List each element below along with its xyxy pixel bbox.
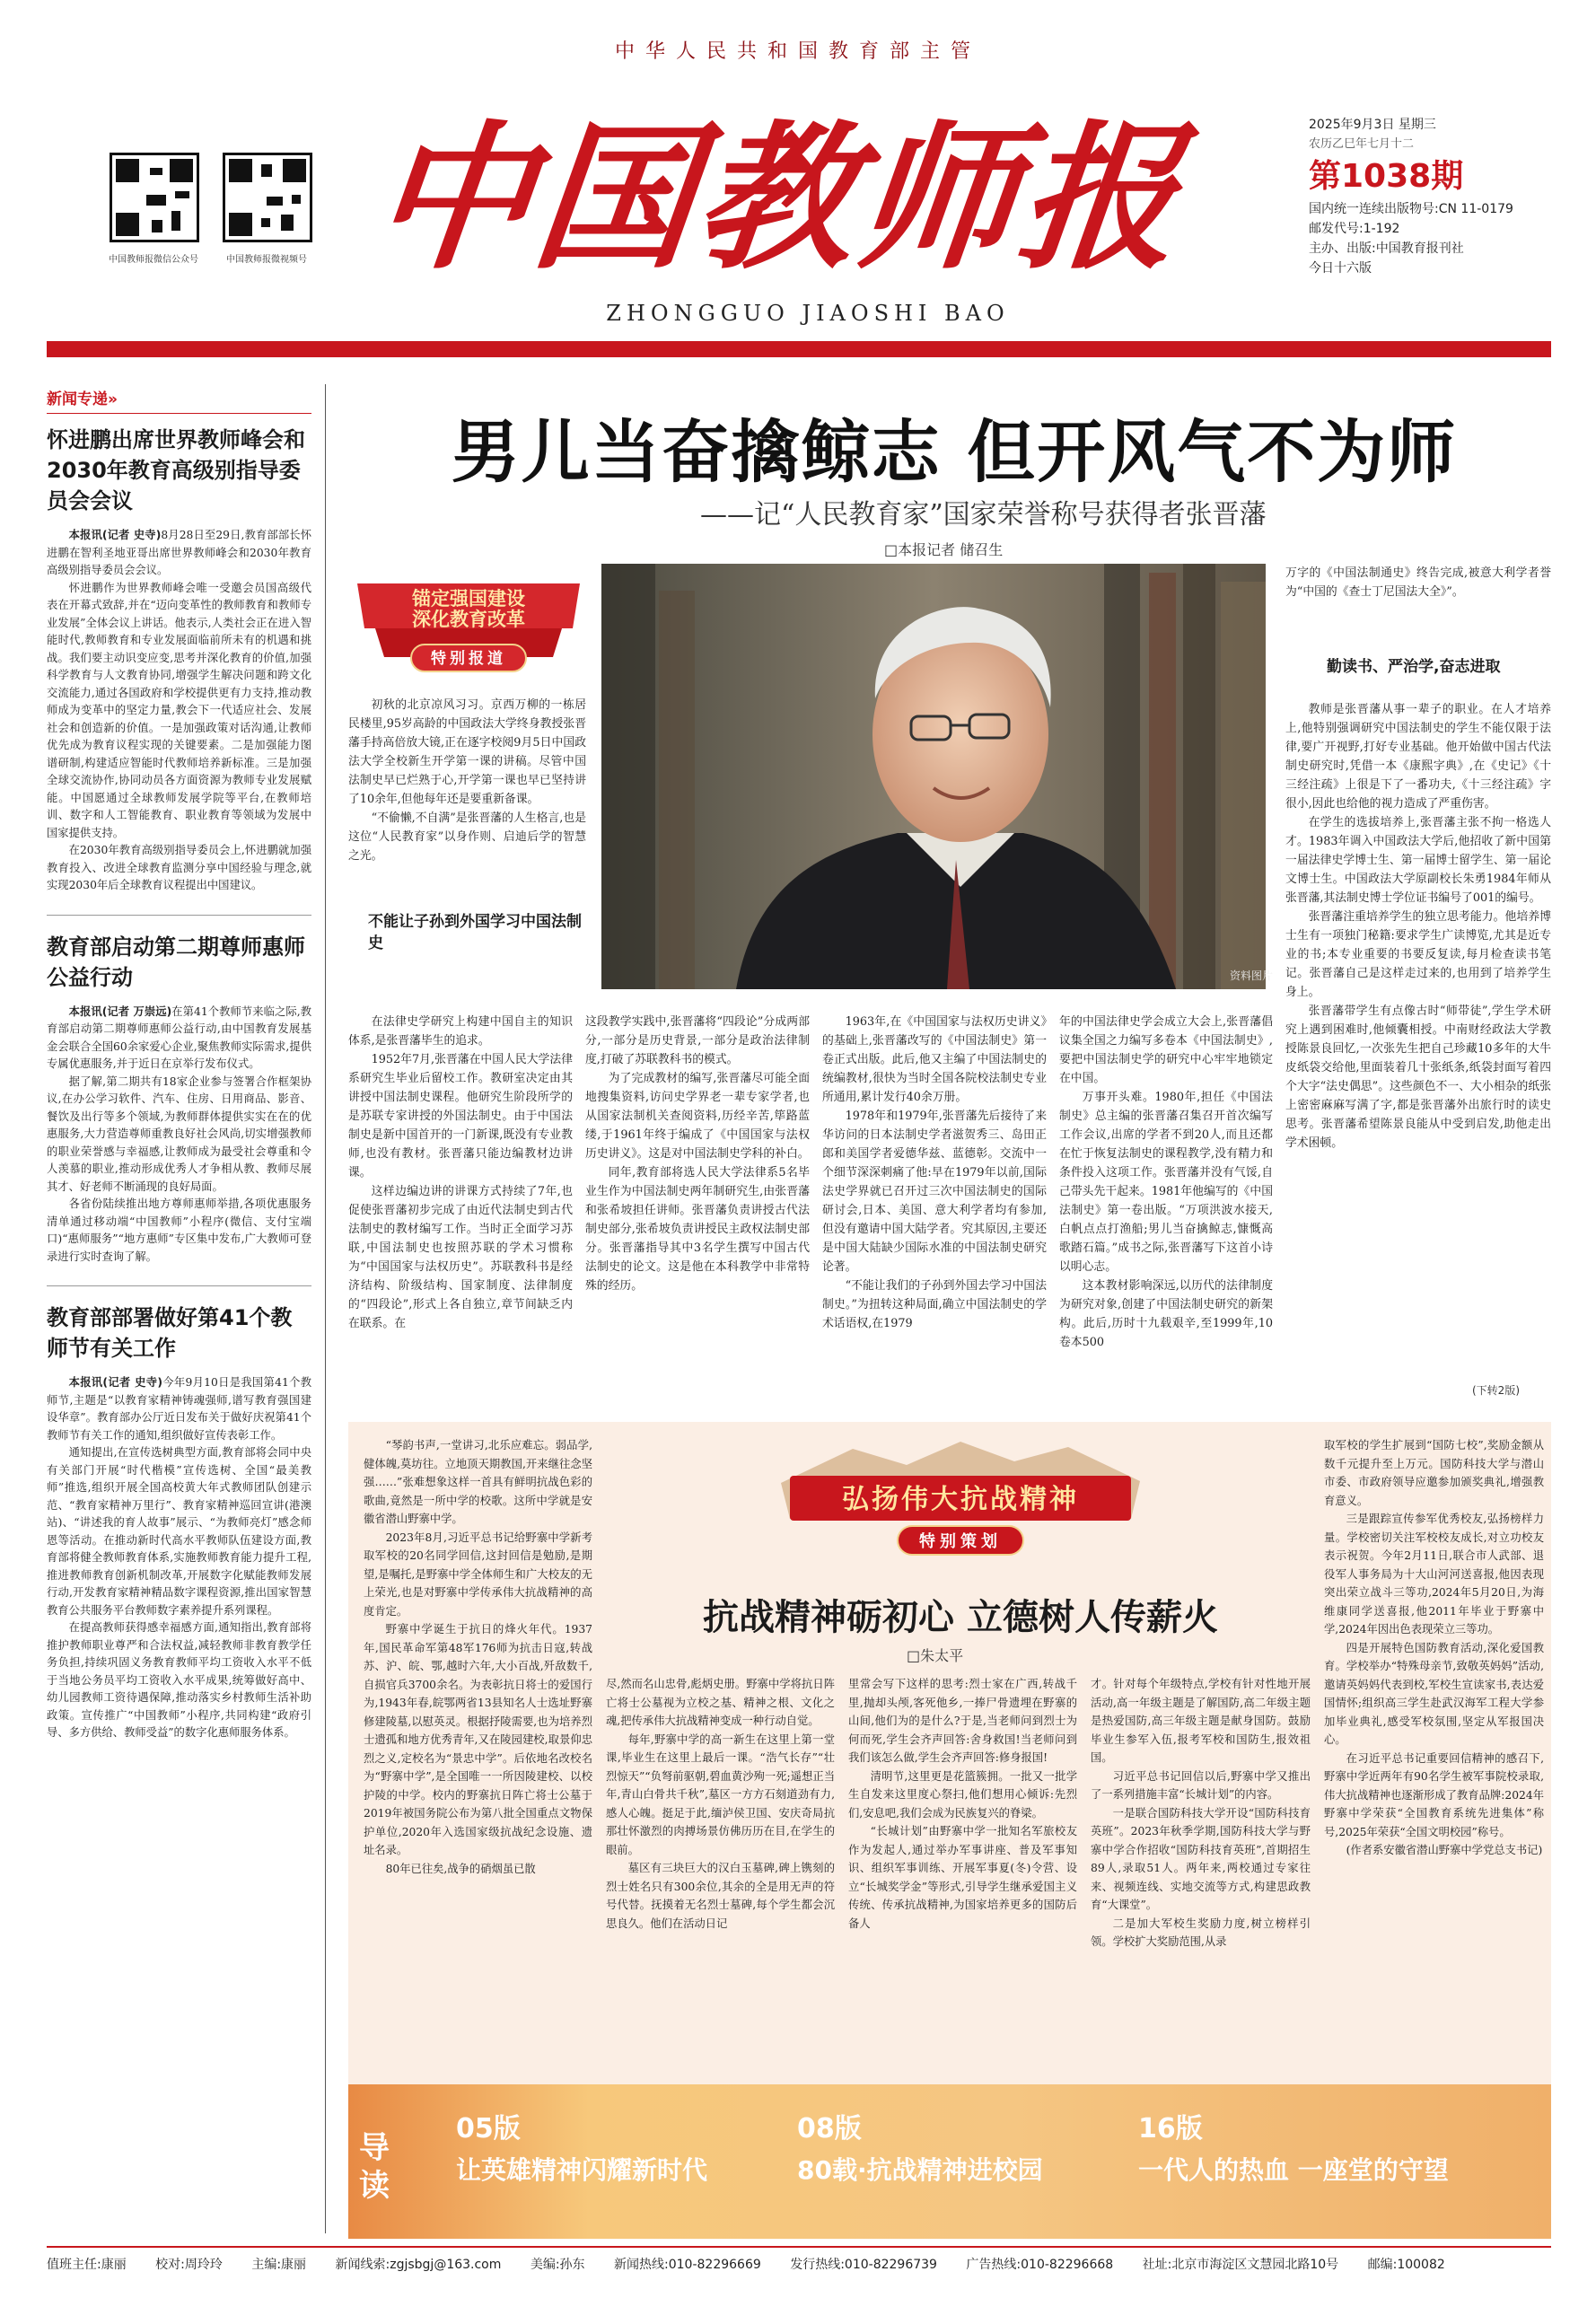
footer-item: 邮编:100082 bbox=[1367, 2258, 1445, 2272]
guide-page: 08版 bbox=[797, 2113, 862, 2145]
feature-tag-sub: 特别策划 bbox=[919, 1532, 1002, 1551]
article-paragraph: 这本教材影响深远,以历代的法律制度为研究对象,创建了中国法制史研究的新架构。此后,历时十九载艰辛,至1999年,10卷本500 bbox=[1059, 1279, 1273, 1349]
feature-paragraph: 80年已往矣,战争的硝烟虽已散 bbox=[385, 1862, 536, 1875]
footer-item: 广告热线:010-82296668 bbox=[966, 2258, 1114, 2272]
qr-code-wechat bbox=[110, 153, 199, 242]
main-byline: □本报记者 储召生 bbox=[884, 541, 1004, 558]
issue-date: 2025年9月3日 星期三 bbox=[1309, 118, 1436, 132]
guide-item[interactable] bbox=[456, 2106, 707, 2187]
guide-label: 导读 bbox=[359, 2130, 390, 2204]
news-paragraph: 通知提出,在宣传选树典型方面,教育部将会同中央有关部门开展“时代楷模”宣传选树、全国“最美教师”推选,组织开展全国高校黄大年式教师团队创建示范、“教育家精神万里行”、教育家精神巡回宣讲(港澳站)、“讲述我的育人故事”展示、“为教师亮灯”感念师恩等活动。在推动新时代高水平教师队伍建设方面,教育部将健全教师教育体系,实施教师教育能力提升工程,推进教师教育创新机制改革,开展数字化赋能教师发展行动,开发教育家精神精品数字课程资源,推出国家智慧教育公共服务平台教师数字素养提升系列课程。 bbox=[47, 1446, 311, 1617]
news-item bbox=[47, 1302, 311, 1742]
news-paragraph: 在提高教师获得感幸福感方面,通知指出,教育部将推护教师职业尊严和合法权益,减轻教师非教育教学任务负担,持续巩固义务教育教师平均工资收入水平不低于当地公务员平均工资收入水平成果,统筹做好高中、幼儿园教师工资待遇保障,推动落实乡村教师生活补助政策。宣传推广“中国教师”小程序,共同构建“政府引导、多方供给、教师受益”的数字化惠师服务体系。 bbox=[47, 1621, 311, 1739]
footer-item: 发行热线:010-82296739 bbox=[790, 2258, 937, 2272]
article-paragraph: “不偷懒,不自满”是张晋藩的人生格言,也是这位“人民教育家”以身作则、启迪后学的智慧之光。 bbox=[348, 811, 586, 863]
footer bbox=[47, 2246, 1551, 2282]
article-column bbox=[1059, 1013, 1273, 1403]
badge-line1: 锚定强国建设 bbox=[412, 588, 525, 610]
feature-tag bbox=[772, 1429, 1149, 1564]
article-paragraph: 张晋藩带学生有点像古时“师带徒”,学生学术研究上遇到困难时,他倾囊相授。中南财经政法大学教授陈景良回忆,一次张先生把自己珍藏10多年的大牛皮纸袋交给他,里面装着几十张纸条,纸袋封面写着四个大字“法史偶思”。这些颜色不一、大小相杂的纸张上密密麻麻写满了字,都是张晋藩外出旅行时的读史思考。张晋藩希望陈景良能从中受到启发,助他走出学术困顿。 bbox=[1285, 1004, 1551, 1150]
guide-banner bbox=[348, 2084, 1551, 2239]
news-paragraph: 今年9月10日是我国第41个教师节,主题是“以教育家精神铸魂强师,谱写教育强国建设华章”。教育部办公厅近日发布关于做好庆祝第41个教师节有关工作的通知,组织做好宣传表彰工作。 bbox=[47, 1376, 311, 1442]
feature-paragraph: 墓区有三块巨大的汉白玉墓碑,碑上镌刻的烈士姓名只有300余位,其余的全是用无声的符号代替。抚摸着无名烈士墓碑,每个学生都会沉思良久。他们在活动日记 bbox=[606, 1862, 835, 1930]
news-brief-column bbox=[47, 386, 311, 2231]
article-paragraph: 年的中国法律史学会成立大会上,张晋藩倡议集全国之力编写多卷本《中国法制史》,要把中国法制史学的研究中心牢牢地锁定在中国。 bbox=[1059, 1015, 1273, 1085]
footer-item: 主编:康丽 bbox=[251, 2258, 307, 2272]
article-paragraph: 1963年,在《中国国家与法权历史讲义》的基础上,张晋藩改写的《中国法制史》第一卷正式出版。此后,他又主编了中国法制史的统编教材,很快为当时全国各院校法制史专业所通用,累计发行40余万册。 bbox=[822, 1015, 1047, 1104]
guide-title: 一代人的热血 一座堂的守望 bbox=[1138, 2155, 1449, 2185]
footer-item: 校对:周玲玲 bbox=[155, 2258, 223, 2272]
footer-item: 美编:孙东 bbox=[530, 2258, 585, 2272]
feature-paragraph: 四是开展特色国防教育活动,深化爱国教育。学校举办“特殊母亲节,致敬英妈妈”活动,邀请英妈妈代表到校,军校生宣读家书,表达爱国情怀;组织高三学生赴武汉海军工程大学参加毕业典礼,感受军校氛围,坚定从军报国决心。 bbox=[1324, 1641, 1544, 1746]
news-title[interactable]: 教育部部署做好第41个教师节有关工作 bbox=[47, 1305, 293, 1361]
masthead-rule bbox=[47, 341, 1551, 357]
qr-label: 中国教师报微信公众号 bbox=[109, 255, 198, 265]
feature-paragraph: 2023年8月,习近平总书记给野寨中学新考取军校的20名同学回信,这封回信是勉励,是期望,是嘱托,是野寨中学全体师生和广大校友的无上荣光,也是对野寨中学传承伟大抗战精神的高度肯定。 bbox=[364, 1531, 592, 1618]
article-paragraph: 同年,教育部将选人民大学法律系5名毕业生作为中国法制史两年制研究生,由张晋藩和张希坡担任讲师。张晋藩负责讲授古代法制史部分,张希坡负责讲授民主政权法制史部分。张晋藩指导其中3名学生撰写中国古代法制史的论文。这是他在本科教学中非常特殊的经历。 bbox=[585, 1166, 810, 1293]
guide-title: 80载·抗战精神进校园 bbox=[797, 2155, 1043, 2185]
section-label: 新闻专递» bbox=[47, 386, 311, 414]
masthead-logo bbox=[364, 83, 1192, 298]
feature-paragraph: 尽,然而名山忠骨,彪炳史册。野寨中学将抗日阵亡将士公墓视为立校之基、精神之根、文化之魂,把传承伟大抗战精神变成一种行动自觉。 bbox=[606, 1678, 835, 1727]
article-paragraph: 1978年和1979年,张晋藩先后接待了来华访问的日本法制史学者滋贺秀三、岛田正郎和美国学者爱德华兹、蓝德彰。交流中一个细节深深刺痛了他:早在1979年以前,国际法史学界就已召开过三次中国法制史的国际研讨会,日本、美国、意大利学者均有参加,但没有邀请中国大陆学者。究其原因,主要还是中国大陆缺少国际水准的中国法制史研究论著。 bbox=[822, 1110, 1047, 1274]
news-item bbox=[47, 425, 311, 895]
news-byline: 本报讯(记者 史寺) bbox=[68, 1376, 162, 1389]
feature-column bbox=[1324, 1436, 1544, 2074]
news-byline: 本报讯(记者 史寺) bbox=[68, 529, 162, 541]
article-column bbox=[1285, 564, 1551, 645]
masthead-pinyin: ZHONGGUO JIAOSHI BAO bbox=[606, 301, 1010, 326]
feature-paragraph: “琴韵书声,一堂讲习,北乐应难忘。弱品学,健体魄,莫坊往。立地顶天期教国,开来继往念坚强……”张难想象这样一首具有鲜明抗战色彩的歌曲,竟然是一所中学的校歌。这所中学就是安徽省潜山野寨中学。 bbox=[364, 1439, 592, 1525]
masthead-text: 中国教师报 bbox=[364, 104, 1192, 291]
feature-paragraph: (作者系安徽省潜山野寨中学党总支书记) bbox=[1346, 1844, 1543, 1856]
footer-item: 社址:北京市海淀区文慧园北路10号 bbox=[1142, 2258, 1339, 2272]
article-paragraph: 1952年7月,张晋藩在中国人民大学法律系研究生毕业后留校工作。教研室决定由其讲授中国法制史课程。他研究生阶段所学的是苏联专家讲授的外国法制史。由于中国法制史是新中国首开的一门新课,既没有专业教师,也没有教材。张晋藩只能边编教材边讲课。 bbox=[348, 1053, 573, 1180]
article-paragraph: 初秋的北京凉风习习。京西万柳的一栋居民楼里,95岁高龄的中国政法大学终身教授张晋藩手持高倍放大镜,正在逐字校阅9月5日中国政法大学全校新生开学第一课的讲稿。尽管中国法制史早已烂熟于心,开学第一课也早已坚持讲了10余年,但他每年还是要重新备课。 bbox=[348, 698, 586, 806]
supervisor-line: 中华人民共和国教育部主管 bbox=[614, 40, 981, 63]
badge-line2: 深化教育改革 bbox=[412, 609, 525, 630]
article-paragraph: 为了完成教材的编写,张晋藩尽可能全面地搜集资料,访问史学界老一辈专家学者,也从国家法制机关查阅资料,历经辛苦,筚路蓝缕,于1961年终于编成了《中国国家与法权历史讲义》。这是对中国法制史学科的补白。 bbox=[585, 1072, 810, 1161]
news-title[interactable]: 教育部启动第二期尊师惠师公益行动 bbox=[47, 934, 305, 990]
footer-item: 新闻线索:zgjsbgj@163.com bbox=[335, 2258, 502, 2272]
article-column bbox=[1285, 700, 1551, 1378]
continue-note: (下转2版) bbox=[1472, 1384, 1520, 1397]
article-paragraph: 这样边编边讲的讲课方式持续了7年,也促使张晋藩初步完成了由近代法制史到古代法制史的教材编写工作。当时正全面学习苏联,中国法制史也按照苏联的学术习惯称为“中国国家与法权历史”。苏联教科书是经济结构、阶级结构、国家制度、法律制度的“四段论”,形式上各自独立,章节间缺乏内在联系。在 bbox=[348, 1185, 573, 1330]
news-title[interactable]: 怀进鹏出席世界教师峰会和2030年教育高级别指导委员会会议 bbox=[47, 427, 305, 513]
article-paragraph: 在学生的选拔培养上,张晋藩主张不拘一格选人才。1983年调入中国政法大学后,他招收了新中国第一届法律史学博士生、第一届博士留学生、第一届论文博士生。中国政法大学原副校长朱勇1984年师从张晋藩,其法制史博士学位证书编号了001的编号。 bbox=[1285, 816, 1551, 905]
guide-title: 让英雄精神闪耀新时代 bbox=[456, 2155, 708, 2185]
feature-paragraph: 野寨中学诞生于抗日的烽火年代。1937年,国民革命军第48军176师为抗击日寇,转战苏、沪、皖、鄂,越时六年,大小百战,歼敌数千,自损官兵3700余名。为表彰抗日将士的爱国行为,1943年春,皖鄂两省13县知名人士选址野寨修建陵墓,以慰英灵。根据抒陵需要,也为培养烈士遗孤和地方优秀青年,又在陵园建校,取景仰忠烈之义,定校名为“景忠中学”。后依地名改校名为“野寨中学”,是全国唯一一所因陵建校、以校护陵的中学。校内的野寨抗日阵亡将士公墓于2019年被国务院公布为第八批全国重点文物保护单位,2020年入选国家级抗战纪念设施、遗址名录。 bbox=[364, 1623, 592, 1856]
article-paragraph: “不能让我们的子孙到外国去学习中国法制史。”为扭转这种局面,确立中国法制史的学术话语权,在1979 bbox=[822, 1279, 1047, 1330]
news-paragraph: 各省份陆续推出地方尊师惠师举措,各项优惠服务清单通过移动端“中国教师”小程序(微信、支付宝端口)“惠师服务”“地方惠师”专区集中发布,广大教师可登录进行实时查询了解。 bbox=[47, 1197, 311, 1263]
footer-item: 新闻热线:010-82296669 bbox=[614, 2258, 761, 2272]
article-paragraph: 在法律史学研究上构建中国自主的知识体系,是张晋藩毕生的追求。 bbox=[348, 1015, 573, 1048]
main-subhead: ——记“人民教育家”国家荣誉称号获得者张晋藩 bbox=[700, 499, 1267, 531]
feature-paragraph: 里常会写下这样的思考:烈士家在广西,转战千里,抛却头颅,客死他乡,一捧尸骨遗埋在野寨的山间,他们为的是什么?于是,当老师问到烈士为何而死,学生会齐声回答:舍身救国!当老师问到我们该怎么做,学生会齐声回答:修身报国! bbox=[848, 1678, 1077, 1764]
badge-line3: 特别报道 bbox=[431, 650, 506, 668]
feature-paragraph: 清明节,这里更是花篮簇拥。一批又一批学生自发来这里度心祭扫,他们想用心倾诉:先烈们,安息吧,我们会成为民族复兴的脊梁。 bbox=[848, 1769, 1077, 1820]
feature-paragraph: 才。针对每个年级特点,学校有针对性地开展活动,高一年级主题是了解国防,高二年级主题是热爱国防,高三年级主题是献身国防。鼓励毕业生参军入伍,报考军校和国防生,报效祖国。 bbox=[1091, 1678, 1311, 1764]
article-column bbox=[348, 696, 586, 902]
article-column bbox=[822, 1013, 1047, 1403]
guide-page: 05版 bbox=[456, 2113, 521, 2145]
news-byline: 本报讯(记者 万崇远) bbox=[68, 1004, 172, 1018]
issue-lunar: 农历乙巳年七月十二 bbox=[1309, 137, 1415, 151]
special-report-badge bbox=[348, 576, 589, 677]
news-paragraph: 在第41个教师节来临之际,教育部启动第二期尊师惠师公益行动,由中国教育发展基金会联合全国60余家爱心企业,聚焦教师实际需求,提供专属优惠服务,并于近日在京举行发布仪式。 bbox=[47, 1004, 311, 1070]
qr-label: 中国教师报微视频号 bbox=[226, 255, 307, 265]
feature-paragraph: “长城计划”由野寨中学一批知名军旅校友作为发起人,通过举办军事讲座、普及军事知识、组织军事训练、开展军事夏(冬)令营、设立“长城奖学金”等形式,引导学生继承爱国主义传统、传承抗战精神,为国家培养更多的国防后备人 bbox=[848, 1825, 1077, 1930]
feature-paragraph: 习近平总书记回信以后,野寨中学又推出了一系列措施丰富“长城计划”的内容。 bbox=[1091, 1769, 1311, 1801]
issue-info bbox=[1309, 115, 1578, 278]
feature-column bbox=[848, 1675, 1077, 2075]
feature-paragraph: 每年,野寨中学的高一新生在这里上第一堂课,毕业生在这里上最后一课。“浩气长存”“壮烈惊天”“负弩前驱朝,碧血黄沙殉一死;遥想正当年,青山白骨共千秋”,墓区一方方石刻道劲有力,感人心魄。挺足于此,缅泸侯卫国、安庆奇局抗那壮怀激烈的肉搏场景仿佛历历在目,在学生的眼前。 bbox=[606, 1732, 835, 1856]
feature-paragraph: 取军校的学生扩展到“国防七校”,奖励金额从数千元提升至上万元。国防科技大学与潜山市委、市政府领导应邀参加颁奖典礼,增强教育意义。 bbox=[1324, 1439, 1544, 1507]
feature-column bbox=[1091, 1675, 1311, 2075]
guide-page: 16版 bbox=[1138, 2113, 1203, 2145]
news-paragraph: 在2030年教育高级别指导委员会上,怀进鹏就加强教育投入、改进全球教育监测分享中国经验与理念,就实现2030年后全球教育议程提出中国建议。 bbox=[47, 844, 311, 891]
news-paragraph: 怀进鹏作为世界教师峰会唯一受邀会员国高级代表在开幕式致辞,并在“迈向变革性的教师教育和教师专业发展”全体会议上讲话。他表示,人类社会正在进入智能时代,教师教育和专业发展面临前所未有的机遇和挑战。我们要主动识变应变,思考并深化教育的价值,加强科学教育与人文教育协同,增强学生解决问题和跨文化交流能力,通过各国政府和学校提供更有力支持,推动教师成为变革中的坚定力量,教会下一代适应社会、发展社会和创造新的价值。一是加强政策对话沟通,让教师优先成为教育议程实现的关键要素。二是加强能力图谱研制,构建适应智能时代教师培养新标准。三是加强全球交流协作,协同动员各方面资源为教师专业发展赋能。中国愿通过全球教师发展学院等平台,在教师培训、数字和人工智能教育、职业教育等领域为发展中国家提供支持。 bbox=[47, 581, 311, 839]
issue-cn: 国内统一连续出版物号:CN 11-0179 bbox=[1309, 202, 1513, 216]
column-divider bbox=[325, 384, 326, 2233]
feature-byline: □朱太平 bbox=[907, 1647, 964, 1664]
guide-item[interactable] bbox=[797, 2106, 1043, 2187]
issue-postal: 邮发代号:1-192 bbox=[1309, 222, 1400, 236]
footer-item: 值班主任:康丽 bbox=[47, 2258, 127, 2272]
article-column bbox=[585, 1013, 810, 1403]
feature-paragraph: 二是加大军校生奖励力度,树立榜样引领。学校扩大奖励范围,从录 bbox=[1091, 1916, 1311, 1948]
qr-code-video bbox=[223, 153, 312, 242]
feature-tag-main: 弘扬伟大抗战精神 bbox=[842, 1484, 1079, 1515]
article-paragraph: 教师是张晋藩从事一辈子的职业。在人才培养上,他特别强调研究中国法制史的学生不能仅限于法律,要广开视野,打好专业基础。他开始做中国古代法制史研究时,凭借一本《康熙字典》,在《史记》《十三经注疏》上很是下了一番功夫,《十三经注疏》字很小,因此也给他的视力造成了严重伤害。 bbox=[1285, 703, 1551, 811]
news-paragraph: 8月28日至29日,教育部部长怀进鹏在智利圣地亚哥出席世界教师峰会和2030年教育高级别指导委员会会议。 bbox=[47, 529, 311, 576]
article-paragraph: 万字的《中国法制通史》终告完成,被意大利学者誉为“中国的《查士丁尼国法大全》”。 bbox=[1285, 566, 1551, 599]
news-paragraph: 据了解,第二期共有18家企业参与签署合作框架协议,在办公学习软件、汽车、住房、日用商品、影音、餐饮及出行等多个领域,为教师群体提供实实在在的优惠服务,大力营造尊师重教良好社会风尚,切实增强教师的职业荣誉感与幸福感,让教师成为最受社会尊重和令人羡慕的职业,推动形成优秀人才争相从教、教师尽展其才、好老师不断涌现的良好局面。 bbox=[47, 1074, 311, 1193]
article-paragraph: 这段教学实践中,张晋藩将“四段论”分成两部分,一部分是历史背景,一部分是政治法律制度,打破了苏联教科书的模式。 bbox=[585, 1015, 810, 1066]
photo-credit: 资料图片 bbox=[1230, 969, 1274, 982]
section-heading: 勤读书、严治学,奋志进取 bbox=[1327, 658, 1501, 676]
feature-paragraph: 在习近平总书记重要回信精神的感召下,野寨中学近两年有90名学生被军事院校录取,伟大抗战精神也逐渐形成了教育品牌:2024年野寨中学荣获“全国教育系统先进集体”称号,2025年荣获“全国文明校园”称号。 bbox=[1324, 1751, 1544, 1838]
section-heading: 不能让子孙到外国学习中国法制史 bbox=[368, 913, 582, 952]
news-item bbox=[47, 932, 311, 1267]
feature-column bbox=[364, 1436, 592, 2074]
feature-column bbox=[606, 1675, 835, 2075]
article-column bbox=[348, 1013, 573, 1403]
feature-paragraph: 三是跟踪宣传参军优秀校友,弘扬榜样力量。学校密切关注军校校友成长,对立功校友表示祝贺。今年2月11日,联合市人武部、退役军人事务局为十大山河河送喜报,他因表现突出荣立战斗三等功,2024年5月20日,为海维康同学送喜报,他2011年毕业于野寨中学,2024年因出色表现荣立三等功。 bbox=[1324, 1513, 1544, 1636]
feature-title[interactable]: 抗战精神砺初心 立德树人传薪火 bbox=[703, 1597, 1218, 1638]
article-paragraph: 万事开头难。1980年,担任《中国法制史》总主编的张晋藩召集召开首次编写工作会议,出席的学者不到20人,而且还都在忙于恢复法制史的课程教学,没有精力和条件投入这项工作。张晋藩并没有气馁,自己带头先干起来。1981年他编写的《中国法制史》第一卷出版。“万项洪波水接天,白帆点点打渔船;男儿当奋擒鲸志,慷慨高歌踏石篇。”成书之际,张晋藩写下这首小诗以明心志。 bbox=[1059, 1091, 1273, 1274]
portrait-photo bbox=[601, 564, 1266, 989]
main-headline[interactable]: 男儿当奋擒鲸志 但开风气不为师 bbox=[451, 412, 1458, 492]
issue-publisher: 主办、出版:中国教育报刊社 bbox=[1309, 241, 1464, 256]
feature-paragraph: 一是联合国防科技大学开设“国防科技育英班”。2023年秋季学期,国防科技大学与野寨中学合作招收“国防科技育英班”,首期招生89人,录取51人。两年来,两校通过专家往来、视频连线、实地交流等方式,构建思政教育“大课堂”。 bbox=[1091, 1806, 1311, 1911]
guide-item[interactable] bbox=[1138, 2106, 1449, 2187]
article-paragraph: 张晋藩注重培养学生的独立思考能力。他培养博士生有一项独门秘籍:要求学生广读博览,尤其是近专业的书;本专业重要的书要反复读,每月检查读书笔记。张晋藩自己是这样走过来的,也用到了培养学生身上。 bbox=[1285, 910, 1551, 999]
issue-pages: 今日十六版 bbox=[1309, 261, 1372, 276]
issue-number: 第1038期 bbox=[1309, 158, 1464, 195]
